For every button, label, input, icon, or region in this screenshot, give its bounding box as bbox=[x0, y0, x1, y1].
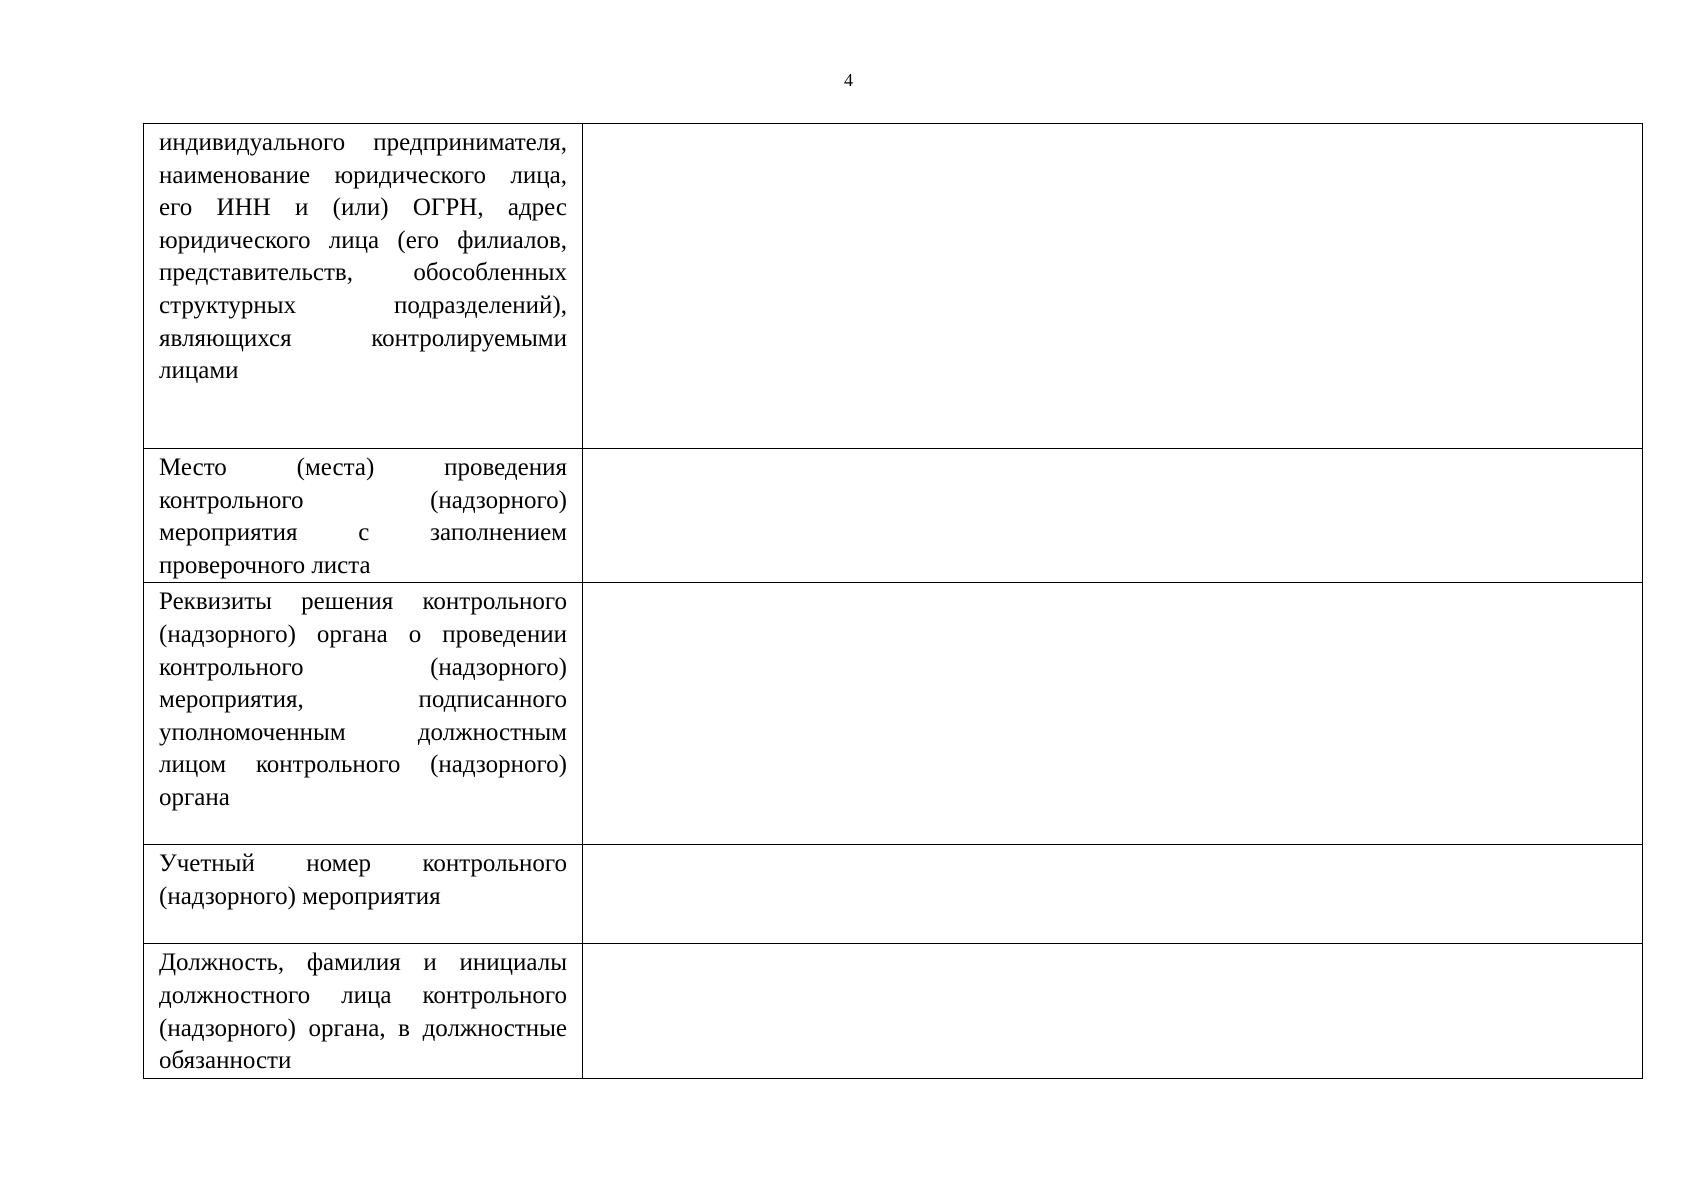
table-row bbox=[144, 583, 1643, 845]
row-label-cell bbox=[144, 449, 583, 583]
table-row bbox=[144, 944, 1643, 1078]
table-row bbox=[144, 449, 1643, 583]
row-label-official-position: Должность, фамилия и инициалы должностного лица контрольного (надзорного) органа, в должностные обязанности bbox=[159, 949, 567, 1075]
row-value-cell bbox=[583, 944, 1643, 1078]
row-label-registration-number: Учетный номер контрольного (надзорного) мероприятия bbox=[159, 850, 567, 910]
row-label-cell bbox=[144, 944, 583, 1078]
row-label-decision-details: Реквизиты решения контрольного (надзорного) органа о проведении контрольного (надзорного) мероприятия, подписанного уполномоченным должностным лицом контрольного (надзорного) органа bbox=[159, 588, 567, 811]
row-label-cell bbox=[144, 124, 583, 449]
row-label-event-location: Место (места) проведения контрольного (надзорного) мероприятия с заполнением проверочного листа bbox=[159, 454, 567, 579]
row-value-cell bbox=[583, 845, 1643, 944]
row-value-cell bbox=[583, 583, 1643, 845]
table-row bbox=[144, 124, 1643, 449]
checklist-form-table bbox=[143, 123, 1643, 1079]
table-row bbox=[144, 845, 1643, 944]
row-value-cell bbox=[583, 449, 1643, 583]
row-value-cell bbox=[583, 124, 1643, 449]
row-label-controlled-persons: индивидуального предпринимателя, наименование юридического лица, его ИНН и (или) ОГРН, адрес юридического лица (его филиалов, представительств, обособленных структурных подразделений), являющихся контролируемыми лицами bbox=[159, 129, 567, 385]
page-number: 4 bbox=[844, 70, 853, 90]
row-label-cell bbox=[144, 845, 583, 944]
row-label-cell bbox=[144, 583, 583, 845]
